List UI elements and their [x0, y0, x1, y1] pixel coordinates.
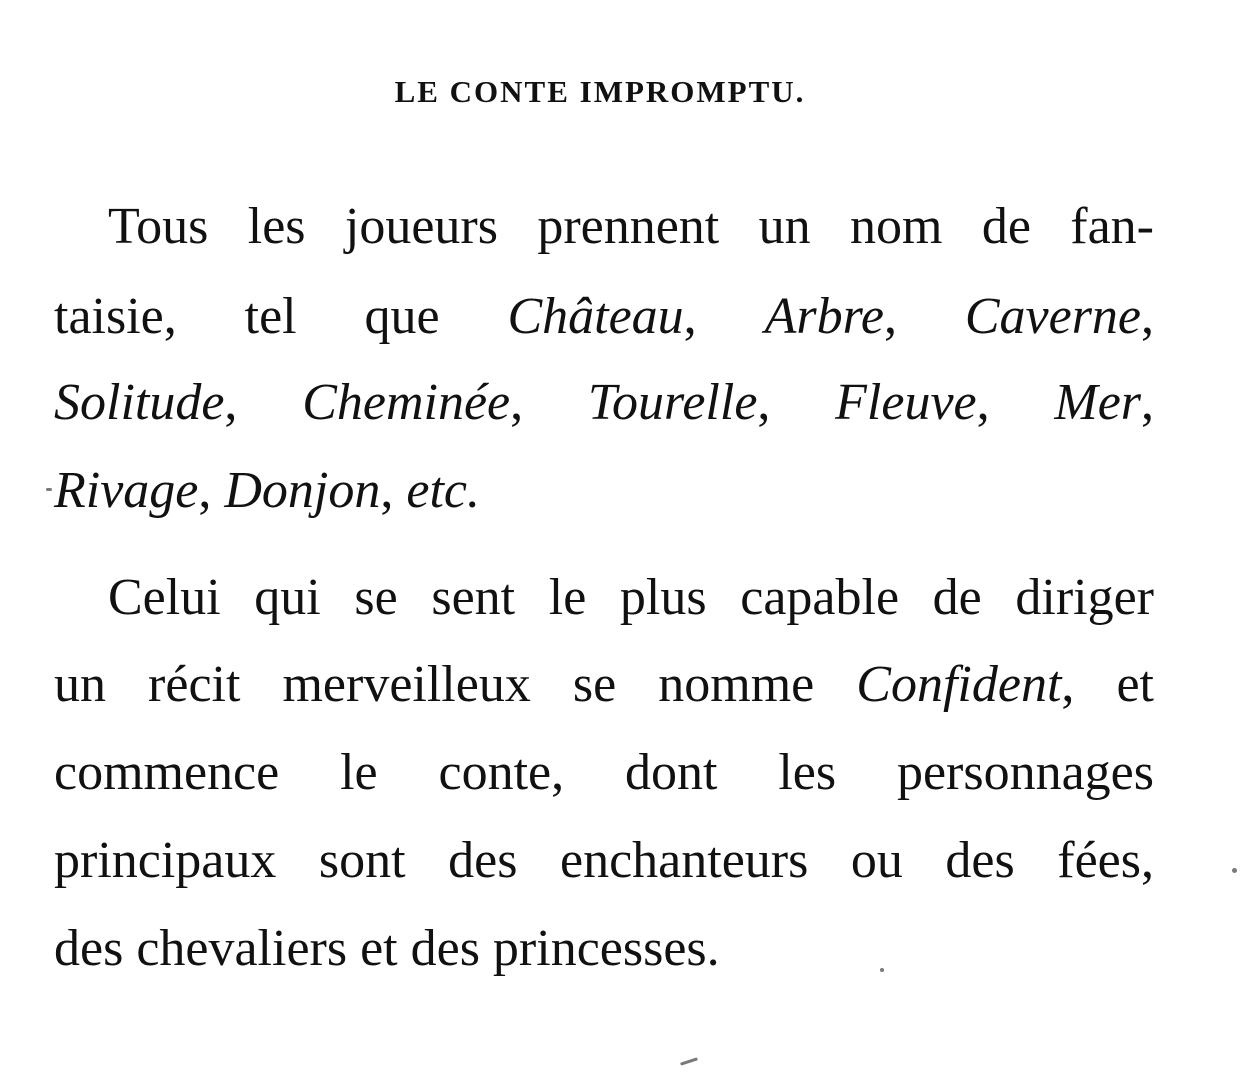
text-segment: commence le conte, dont les personnages — [54, 744, 1154, 801]
text-segment: , — [1141, 288, 1155, 345]
italic-word: Caverne — [964, 288, 1142, 345]
italic-word: Donjon — [224, 462, 381, 519]
italic-word: Rivage — [54, 462, 199, 519]
italic-word: Château — [507, 288, 684, 345]
text-line — [54, 738, 1154, 808]
italic-word: etc. — [406, 462, 480, 519]
text-segment: , — [1141, 374, 1155, 431]
paper-speck — [1232, 868, 1237, 873]
italic-word: Fleuve — [835, 374, 977, 431]
text-segment: des chevaliers et des princesses. — [54, 920, 720, 977]
text-segment: principaux sont des enchanteurs ou des fées, — [54, 832, 1154, 889]
text-segment: taisie, tel que — [54, 288, 508, 345]
text-line — [54, 826, 1154, 896]
text-segment: Celui qui se sent le plus capable de diriger — [108, 569, 1154, 626]
text-segment: , et — [1061, 656, 1154, 713]
italic-word: Mer — [1054, 374, 1142, 431]
italic-word: Cheminée — [302, 374, 511, 431]
text-segment: , — [380, 462, 407, 519]
text-segment: un récit merveilleux se nomme — [54, 656, 857, 713]
italic-word: Tourelle — [587, 374, 758, 431]
text-segment: , — [198, 462, 225, 519]
paper-speck — [680, 1057, 698, 1065]
text-line — [108, 192, 1154, 262]
text-line — [108, 563, 1154, 633]
text-segment: , — [976, 374, 1055, 431]
italic-word: Solitude — [54, 374, 225, 431]
text-segment: Tous les joueurs prennent un nom de fan- — [108, 198, 1154, 255]
text-segment: , — [683, 288, 765, 345]
text-line — [54, 650, 1154, 720]
paper-speck — [46, 488, 52, 491]
text-line — [54, 282, 1154, 352]
text-segment: , — [883, 288, 965, 345]
text-segment: , — [510, 374, 588, 431]
text-segment: , — [757, 374, 836, 431]
paper-speck — [880, 968, 884, 972]
text-line — [54, 456, 1154, 526]
text-line — [54, 368, 1154, 438]
italic-word: Arbre — [764, 288, 884, 345]
italic-word: Confident — [856, 656, 1062, 713]
text-segment: , — [224, 374, 303, 431]
running-head: LE CONTE IMPROMPTU. — [394, 74, 806, 109]
text-line — [54, 914, 1154, 984]
